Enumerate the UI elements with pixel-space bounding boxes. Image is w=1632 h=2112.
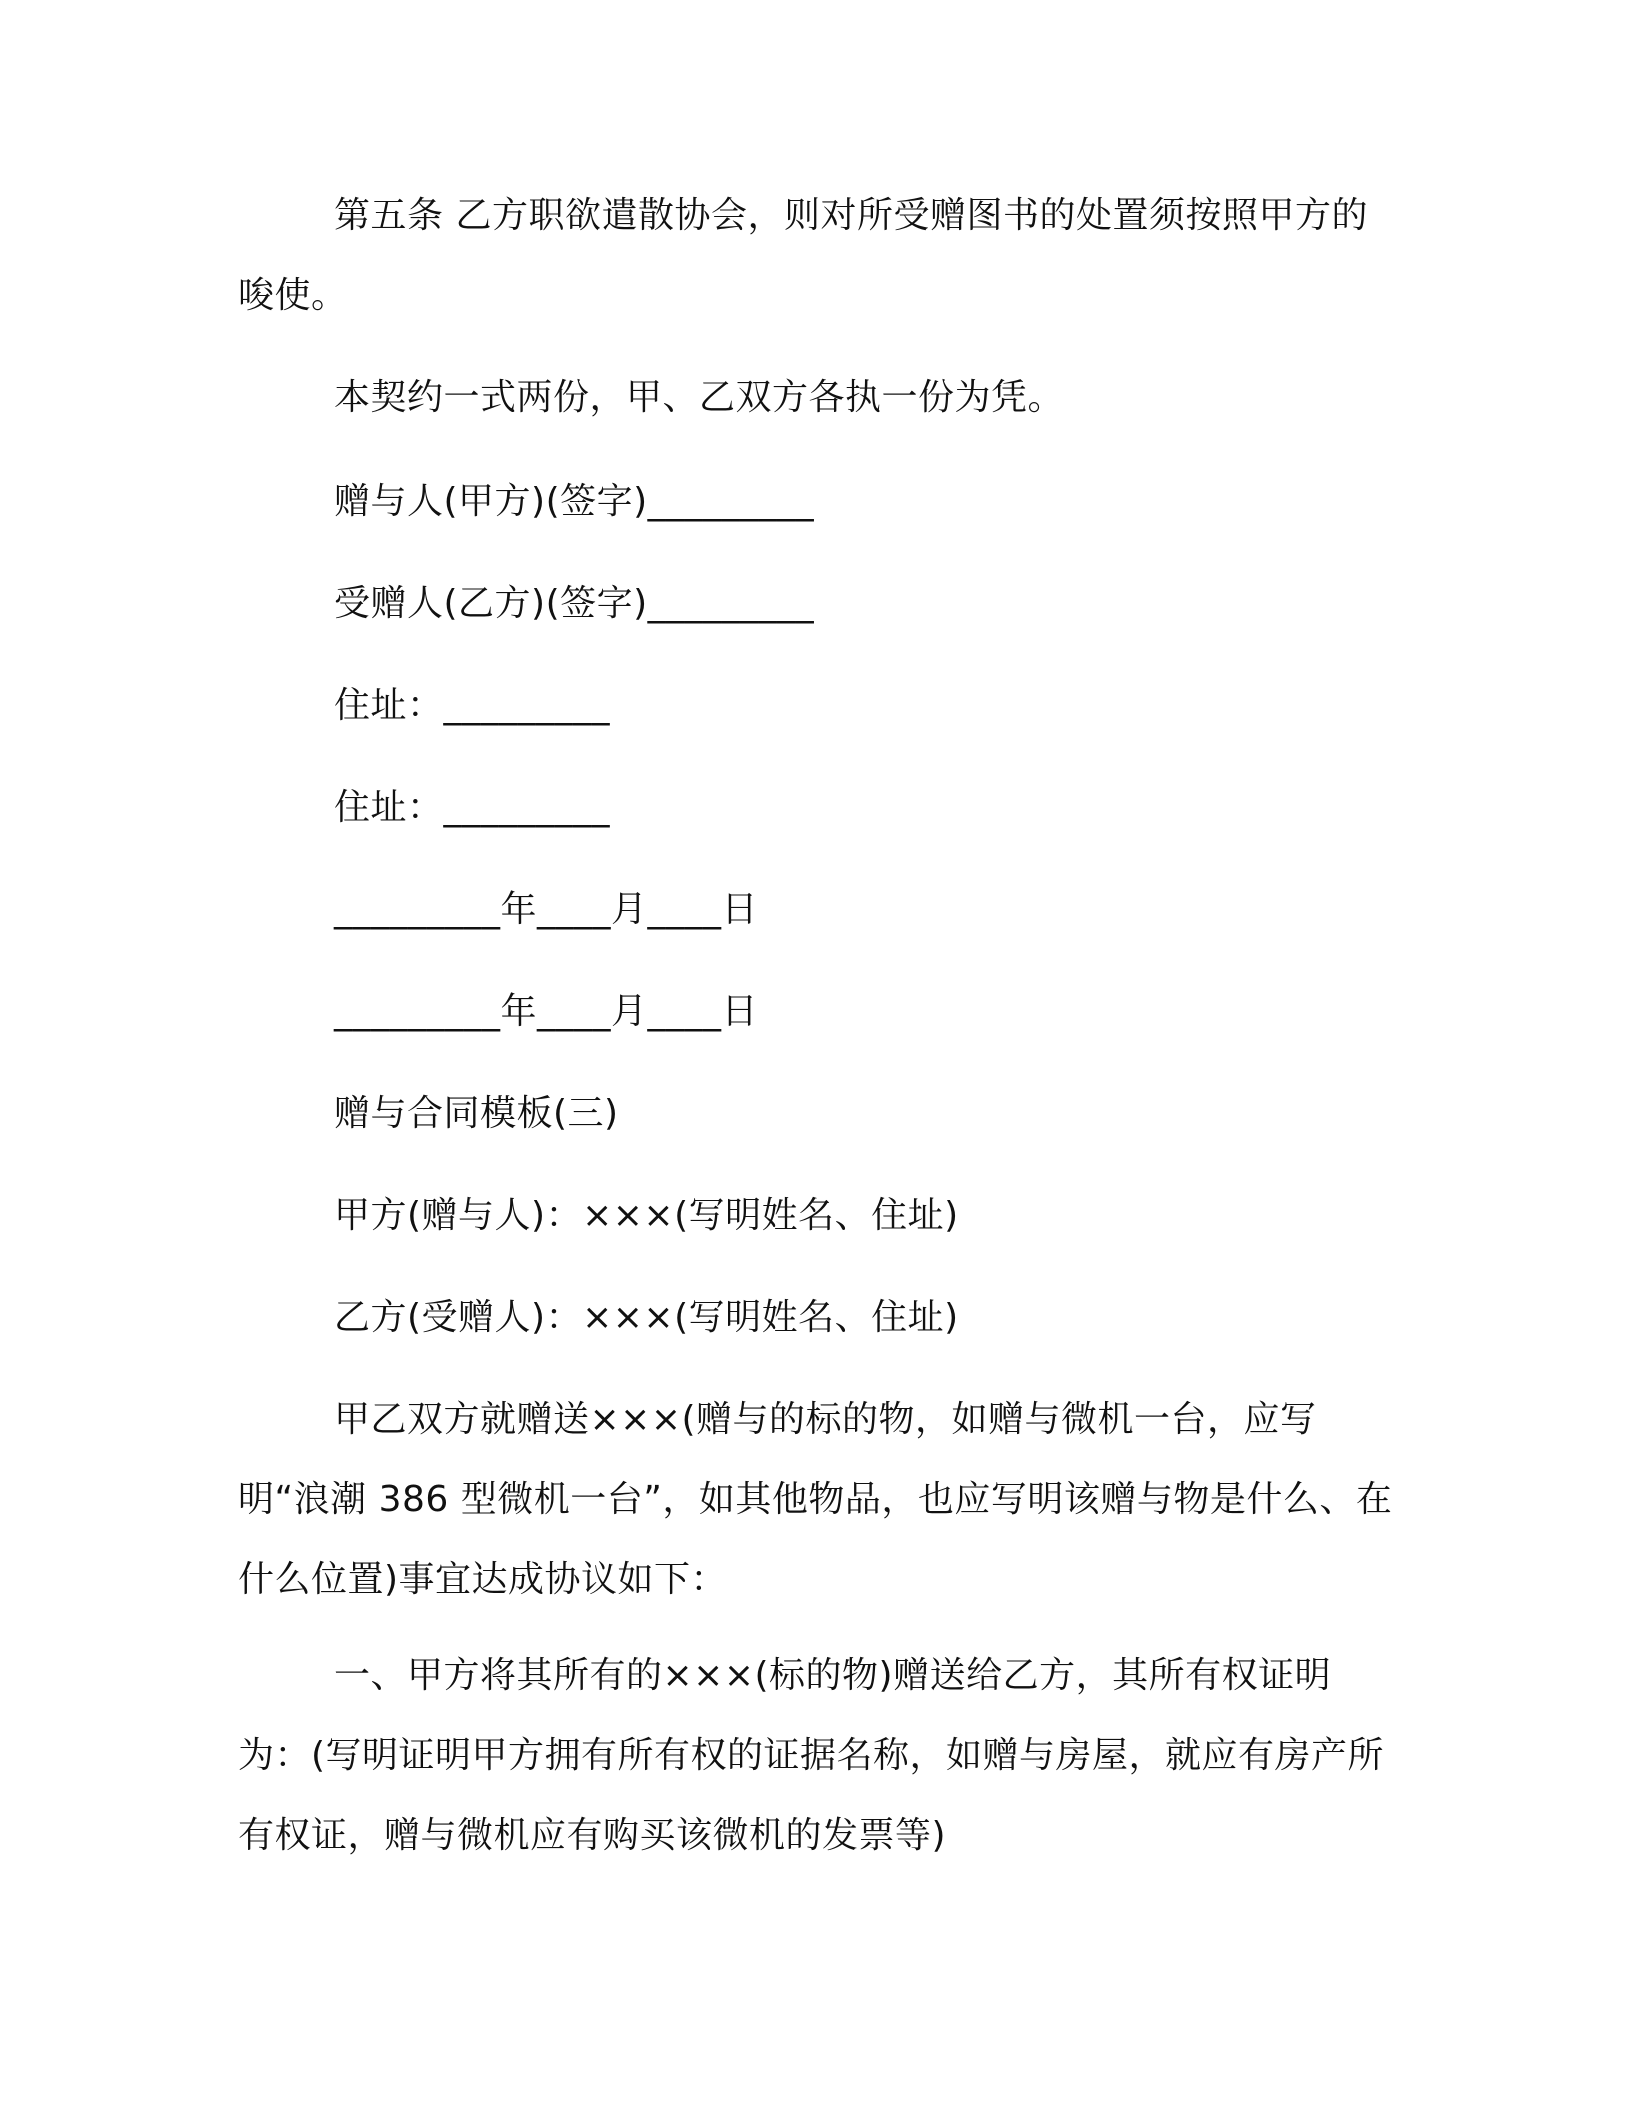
paragraph-clause-one: 一、甲方将其所有的×××(标的物)赠送给乙方，其所有权证明为：(写明证明甲方拥有所有权的证据名称，如赠与房屋，就应有房产所有权证，赠与微机应有购买该微机的发票等) — [238, 1655, 1385, 1856]
party-a-line: 甲方(赠与人)：×××(写明姓名、住址) — [334, 1195, 959, 1236]
party-b-line: 乙方(受赠人)：×××(写明姓名、住址) — [334, 1297, 959, 1338]
donor-signature-line: 赠与人(甲方)(签字)_________ — [334, 481, 815, 522]
paragraph-copies: 本契约一式两份，甲、乙双方各执一份为凭。 — [334, 377, 1065, 418]
address-line-1: 住址：_________ — [334, 685, 611, 726]
paragraph-article-five: 第五条 乙方职欲遣散协会，则对所受赠图书的处置须按照甲方的唆使。 — [238, 195, 1368, 316]
date-line-1: _________年____月____日 — [334, 889, 758, 930]
date-line-2: _________年____月____日 — [334, 991, 758, 1032]
address-line-2: 住址：_________ — [334, 787, 611, 828]
paragraph-agreement-intro: 甲乙双方就赠送×××(赠与的标的物，如赠与微机一台，应写明“浪潮 386 型微机一台”，如其他物品，也应写明该赠与物是什么、在什么位置)事宜达成协议如下： — [238, 1399, 1393, 1600]
donee-signature-line: 受赠人(乙方)(签字)_________ — [334, 583, 815, 624]
section-title: 赠与合同模板(三) — [334, 1093, 619, 1134]
